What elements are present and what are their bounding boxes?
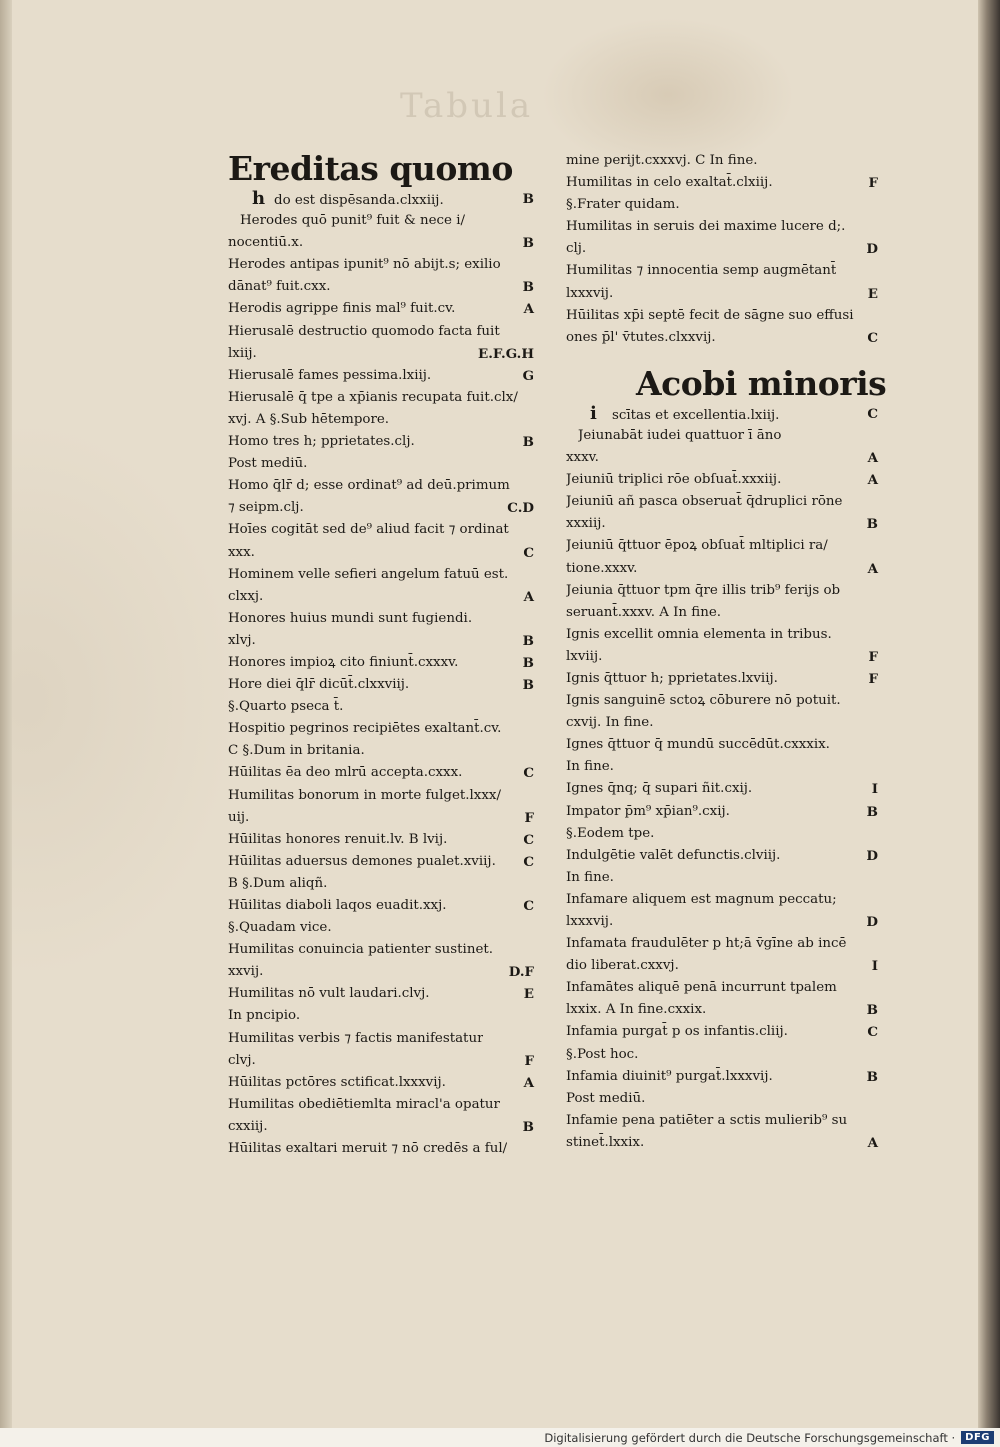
- index-entry: [566, 327, 884, 349]
- entry-ref: C.D: [507, 500, 534, 517]
- index-entry: [566, 867, 884, 889]
- index-entry: [228, 254, 540, 276]
- entry-ref: [878, 977, 884, 999]
- index-entry: [566, 801, 884, 823]
- entry-text: Jeiuniū añ pasca obseruat̄ q̄druplici rōne: [566, 494, 843, 510]
- entry-ref: [534, 1005, 540, 1027]
- index-entry: [228, 785, 540, 807]
- entry-ref: [878, 150, 884, 172]
- entry-text: lxxxvij.: [566, 914, 614, 929]
- entry-ref: B: [866, 1068, 878, 1085]
- entry-text: Hierusalē fames pessima.lxiij.: [228, 367, 432, 383]
- entry-ref: F: [524, 1052, 534, 1069]
- entry-ref: A: [867, 450, 878, 467]
- index-entry: [566, 558, 884, 580]
- entry-text: Hierusalē q̄ tpe a xp̄ianis recupata fuit.clx/: [228, 389, 518, 405]
- index-entry: [228, 232, 540, 254]
- entry-text: In fine.: [566, 869, 614, 885]
- entry-ref: B: [522, 654, 534, 671]
- entry-ref: [534, 210, 540, 232]
- entry-text: ones p̄l' v̄tutes.clxxvij.: [566, 329, 716, 345]
- entry-text: Hūilitas aduersus demones pualet.xviij.: [228, 853, 496, 869]
- entry-ref: [534, 939, 540, 961]
- entry-ref: I: [871, 781, 878, 798]
- page-right-edge: [978, 0, 1000, 1428]
- entry-text: Ignis excellit omnia elementa in tribus.: [566, 626, 832, 642]
- entry-text: Ignes q̄ttuor q̄ mundū succēdūt.cxxxix.: [566, 737, 830, 753]
- index-entry: [566, 977, 884, 999]
- right-heading-cont-text: scītas et excellentia.lxiij.: [612, 407, 780, 423]
- index-entry: [228, 542, 540, 564]
- index-entry: [566, 425, 884, 447]
- index-entry: [228, 321, 540, 343]
- entry-ref: [878, 1044, 884, 1066]
- entry-text: ⁊ seipm.clj.: [228, 500, 304, 516]
- right-column: [566, 150, 887, 1154]
- entry-ref: C: [523, 853, 534, 870]
- entry-text: §.Frater quidam.: [566, 197, 680, 213]
- entry-ref: [878, 933, 884, 955]
- index-entry: [228, 1072, 540, 1094]
- index-entry: [228, 519, 540, 541]
- index-entry: [566, 1088, 884, 1110]
- entry-ref: [534, 608, 540, 630]
- entry-text: Hūilitas diaboli laqos euadit.xxj.: [228, 898, 447, 913]
- entry-text: In pncipio.: [228, 1008, 301, 1024]
- entry-ref: B: [866, 516, 878, 533]
- index-entry: [566, 955, 884, 977]
- index-entry: [566, 668, 884, 690]
- entry-ref: [878, 535, 884, 557]
- index-entry: [228, 762, 540, 784]
- entry-text: cxxiij.: [228, 1118, 268, 1134]
- entry-ref: [878, 712, 884, 734]
- entry-ref: A: [523, 588, 534, 605]
- left-initial: h: [252, 188, 266, 209]
- entry-ref: [534, 519, 540, 541]
- entry-text: Hūilitas exaltari meruit ⁊ nō credēs a ful/: [228, 1141, 508, 1157]
- entry-text: Humilitas ⁊ innocentia semp augmētant̄: [566, 263, 837, 279]
- index-entry: [566, 1110, 884, 1132]
- index-entry: [566, 778, 884, 800]
- index-entry: [228, 696, 540, 718]
- entry-text: Hospitio pegrinos recipiētes exaltant̄.cv.: [228, 721, 502, 737]
- index-entry: [566, 1021, 884, 1043]
- entry-text: §.Post hoc.: [566, 1046, 639, 1062]
- index-entry: [566, 447, 884, 469]
- index-entry: [228, 961, 540, 983]
- index-entry: [228, 630, 540, 652]
- entry-ref: B: [522, 677, 534, 694]
- entry-ref: [534, 873, 540, 895]
- left-heading-cont-text: do est dispēsanda.clxxiij.: [274, 193, 444, 208]
- entry-text: Hūilitas ēa deo mlrū accepta.cxxx.: [228, 765, 463, 781]
- entry-ref: [534, 475, 540, 497]
- entry-text: lxxix. A In fine.cxxix.: [566, 1002, 707, 1018]
- index-entry: [228, 475, 540, 497]
- right-heading-cont-ref: C: [867, 405, 878, 422]
- entry-ref: F: [524, 809, 534, 826]
- index-entry: [566, 712, 884, 734]
- index-entry: [566, 602, 884, 624]
- index-entry: [228, 409, 540, 431]
- entry-ref: D: [866, 847, 878, 864]
- entry-text: Impator p̄m⁹ xp̄ian⁹.cxij.: [566, 803, 730, 819]
- entry-ref: [878, 580, 884, 602]
- entry-ref: [534, 409, 540, 431]
- entry-text: Hūilitas honores renuit.lv. B lvij.: [228, 831, 448, 847]
- entry-ref: [878, 216, 884, 238]
- entry-ref: A: [867, 1134, 878, 1151]
- index-entry: [566, 845, 884, 867]
- footer-bar: [0, 1428, 1000, 1447]
- index-entry: [228, 873, 540, 895]
- entry-text: In fine.: [566, 759, 614, 775]
- index-entry: [228, 983, 540, 1005]
- entry-ref: [534, 564, 540, 586]
- index-entry: [566, 1066, 884, 1088]
- entry-ref: [534, 718, 540, 740]
- entry-ref: [878, 1110, 884, 1132]
- entry-text: Infamia diuinit⁹ purgat̄.lxxxvij.: [566, 1068, 773, 1084]
- index-entry: [566, 260, 884, 282]
- entry-text: Hūilitas pctōres sctificat.lxxxvij.: [228, 1074, 446, 1090]
- index-entry: [566, 646, 884, 668]
- entry-text: C §.Dum in britania.: [228, 743, 365, 759]
- entry-ref: D: [866, 241, 878, 258]
- entry-ref: C: [523, 898, 534, 914]
- index-entry: [228, 564, 540, 586]
- entry-ref: [878, 624, 884, 646]
- right-entries-top: [566, 150, 884, 349]
- entry-text: §.Eodem tpe.: [566, 825, 655, 841]
- entry-text: §.Quadam vice.: [228, 920, 332, 936]
- entry-ref: B: [522, 434, 534, 451]
- entry-text: Hierusalē destructio quomodo facta fuit: [228, 323, 500, 339]
- entry-text: cxvij. In fine.: [566, 715, 654, 731]
- entry-text: xxx.: [228, 544, 255, 560]
- index-entry: [566, 933, 884, 955]
- entry-ref: B: [522, 1118, 534, 1135]
- entry-ref: [534, 254, 540, 276]
- index-entry: [566, 238, 884, 260]
- entry-text: clvj.: [228, 1052, 256, 1068]
- entry-text: Infamia purgat̄ p os infantis.cliij.: [566, 1024, 788, 1040]
- entry-ref: [878, 1088, 884, 1110]
- index-entry: [228, 652, 540, 674]
- index-entry: [566, 1044, 884, 1066]
- index-entry: [228, 917, 540, 939]
- entry-ref: A: [523, 301, 534, 318]
- entry-ref: I: [871, 958, 878, 975]
- entry-text: Jeiunabāt iudei quattuor ī āno: [578, 427, 782, 443]
- entry-ref: [878, 602, 884, 624]
- entry-text: nocentiū.x.: [228, 235, 304, 251]
- entry-text: Homo tres h; pprietates.clj.: [228, 434, 415, 450]
- entry-text: Hore diei q̄lr̄ dicūt̄.clxxviij.: [228, 677, 410, 693]
- index-entry: [228, 586, 540, 608]
- footer-text: Digitalisierung gefördert durch die Deutsche Forschungsgemeinschaft ·: [544, 1430, 956, 1445]
- entry-text: clxxj.: [228, 588, 264, 604]
- entry-text: Jeiuniū q̄ttuor ēpoꝝ obſuat̄ mltiplici ra/: [566, 538, 828, 554]
- entry-ref: A: [867, 560, 878, 577]
- index-entry: [566, 194, 884, 216]
- entry-text: Herodes quō punit⁹ fuit & nece i/: [240, 213, 466, 229]
- entry-ref: [534, 321, 540, 343]
- entry-ref: C: [523, 831, 534, 848]
- entry-ref: [534, 917, 540, 939]
- index-entry: [566, 756, 884, 778]
- entry-ref: [878, 491, 884, 513]
- entry-ref: [878, 756, 884, 778]
- entry-text: Homo q̄lr̄ d; esse ordinat⁹ ad deū.primum: [228, 478, 510, 494]
- entry-ref: F: [868, 648, 878, 665]
- entry-text: Indulgētie valēt defunctis.clviij.: [566, 847, 781, 863]
- left-heading-continuation: [228, 188, 540, 210]
- entry-ref: [534, 1094, 540, 1116]
- index-entry: [566, 734, 884, 756]
- index-entry: [566, 216, 884, 238]
- index-entry: [566, 823, 884, 845]
- index-entry: [566, 889, 884, 911]
- index-entry: [228, 276, 540, 298]
- entry-text: Hūilitas xp̄i septē fecit de sāgne suo effusi: [566, 307, 854, 323]
- entry-text: Honores impioꝝ cito finiunt̄.cxxxv.: [228, 654, 459, 670]
- index-entry: [566, 513, 884, 535]
- entry-text: Humilitas obediētiemlta miracl'a opatur: [228, 1096, 500, 1112]
- entry-ref: E.F.G.H: [478, 345, 534, 362]
- entry-text: Ignis sanguinē sctoꝝ cōburere nō potuit.: [566, 693, 841, 709]
- index-entry: [228, 1005, 540, 1027]
- entry-text: Infamātes aliquē penā incurrunt tpalem: [566, 980, 837, 996]
- entry-text: uij.: [228, 809, 250, 825]
- index-entry: [566, 305, 884, 327]
- index-entry: [228, 851, 540, 873]
- entry-ref: B: [522, 235, 534, 252]
- index-entry: [228, 431, 540, 453]
- entry-text: xxvij.: [228, 964, 264, 980]
- entry-ref: B: [866, 1002, 878, 1019]
- entry-text: Herodes antipas ipunit⁹ nō abijt.s; exilio: [228, 257, 501, 273]
- left-column: [228, 150, 540, 1160]
- entry-text: Post mediū.: [228, 456, 308, 472]
- entry-text: xvj. A §.Sub hētempore.: [228, 411, 390, 427]
- entry-text: stinet̄.lxxix.: [566, 1134, 645, 1150]
- index-entry: [566, 283, 884, 305]
- entry-ref: C: [523, 544, 534, 561]
- entry-ref: [878, 305, 884, 327]
- right-heading-continuation: [566, 403, 884, 425]
- entry-text: Infamare aliquem est magnum peccatu;: [566, 891, 837, 907]
- index-entry: [228, 895, 540, 917]
- entry-text: Hoīes cogitāt sed de⁹ aliud facit ⁊ ordinat: [228, 522, 509, 538]
- index-entry: [228, 387, 540, 409]
- index-entry: [566, 1132, 884, 1154]
- entry-ref: D: [866, 914, 878, 930]
- entry-ref: [534, 740, 540, 762]
- entry-text: Infamata fraudulēter p ht;ā v̄gīne ab incē: [566, 936, 847, 952]
- entry-text: seruant̄.xxxv. A In fine.: [566, 604, 722, 620]
- bleed-through-text: Tabula: [400, 86, 534, 126]
- entry-ref: E: [867, 285, 878, 302]
- right-initial: i: [590, 402, 597, 424]
- entry-ref: C: [867, 1024, 878, 1041]
- entry-ref: [878, 889, 884, 911]
- index-entry: [228, 210, 540, 232]
- index-entry: [228, 674, 540, 696]
- index-entry: [228, 1050, 540, 1072]
- index-entry: [566, 469, 884, 491]
- entry-text: Post mediū.: [566, 1090, 646, 1106]
- entry-ref: [878, 194, 884, 216]
- entry-ref: [878, 734, 884, 756]
- index-entry: [228, 1138, 540, 1160]
- entry-ref: [534, 387, 540, 409]
- index-entry: [566, 580, 884, 602]
- index-entry: [228, 829, 540, 851]
- entry-text: Ignes q̄nq; q̄ supari ñit.cxij.: [566, 781, 753, 797]
- entry-ref: [878, 260, 884, 282]
- index-entry: [228, 343, 540, 365]
- index-entry: [566, 150, 884, 172]
- entry-text: Hominem velle sefieri angelum fatuū est.: [228, 566, 509, 582]
- index-entry: [228, 740, 540, 762]
- left-entries: [228, 210, 540, 1160]
- entry-text: Humilitas in celo exaltat̄.clxiij.: [566, 175, 773, 191]
- entry-ref: E: [523, 986, 534, 1003]
- index-entry: [228, 939, 540, 961]
- entry-ref: [534, 696, 540, 718]
- entry-text: dio liberat.cxxvj.: [566, 958, 679, 974]
- index-entry: [566, 491, 884, 513]
- entry-text: Infamie pena patiēter a sctis mulierib⁹ su: [566, 1112, 848, 1128]
- entry-ref: D.F: [508, 964, 534, 981]
- index-entry: [566, 911, 884, 933]
- index-entry: [566, 535, 884, 557]
- entry-ref: [878, 690, 884, 712]
- entry-ref: F: [868, 670, 878, 687]
- index-entry: [228, 1116, 540, 1138]
- right-heading: Acobi minoris: [636, 363, 887, 403]
- entry-text: lxxxvij.: [566, 285, 614, 301]
- entry-text: mine perijt.cxxxvj. C In fine.: [566, 153, 758, 168]
- left-heading-cont-ref: B: [522, 191, 534, 207]
- entry-ref: B: [522, 279, 534, 296]
- entry-ref: C: [523, 765, 534, 782]
- entry-text: Herodis agrippe finis mal⁹ fuit.cv.: [228, 301, 456, 317]
- index-entry: [228, 807, 540, 829]
- entry-text: Humilitas verbis ⁊ factis manifestatur: [228, 1030, 484, 1046]
- entry-ref: [534, 1138, 540, 1160]
- entry-ref: A: [867, 472, 878, 489]
- entry-text: Humilitas in seruis dei maxime lucere d;.: [566, 219, 846, 235]
- entry-text: Jeiuniū triplici rōe obſuat̄.xxxiij.: [566, 472, 782, 488]
- left-heading: Ereditas quomo: [228, 149, 513, 188]
- entry-text: lxviij.: [566, 648, 603, 664]
- entry-text: xxxv.: [566, 450, 599, 466]
- entry-text: Humilitas nō vult laudari.clvj.: [228, 986, 430, 1002]
- entry-ref: B: [522, 632, 534, 649]
- entry-ref: [534, 1028, 540, 1050]
- entry-text: Honores huius mundi sunt fugiendi.: [228, 610, 473, 626]
- dfg-logo[interactable]: DFG: [961, 1431, 994, 1444]
- index-entry: [228, 365, 540, 387]
- entry-ref: G: [522, 367, 534, 384]
- entry-ref: [878, 823, 884, 845]
- entry-text: Ignis q̄ttuor h; pprietates.lxviij.: [566, 670, 778, 686]
- entry-text: xxxiij.: [566, 516, 606, 532]
- entry-ref: F: [868, 175, 878, 192]
- index-entry: [566, 690, 884, 712]
- entry-ref: [534, 785, 540, 807]
- entry-text: xlvj.: [228, 632, 256, 648]
- index-entry: [228, 718, 540, 740]
- entry-text: clj.: [566, 241, 587, 257]
- index-entry: [228, 497, 540, 519]
- index-entry: [228, 453, 540, 475]
- entry-ref: B: [866, 803, 878, 820]
- entry-text: Humilitas conuincia patienter sustinet.: [228, 942, 494, 958]
- index-entry: [228, 1094, 540, 1116]
- entry-text: lxiij.: [228, 345, 257, 361]
- index-entry: [566, 624, 884, 646]
- index-entry: [228, 1028, 540, 1050]
- entry-ref: [878, 425, 884, 447]
- right-entries: [566, 425, 884, 1154]
- entry-text: tione.xxxv.: [566, 560, 638, 576]
- page-left-edge: [0, 0, 12, 1428]
- entry-text: Jeiunia q̄ttuor tpm q̄re illis trib⁹ ferijs ob: [566, 582, 841, 598]
- entry-ref: C: [867, 329, 878, 346]
- entry-text: dānat⁹ fuit.cxx.: [228, 279, 331, 295]
- entry-ref: [878, 867, 884, 889]
- index-entry: [566, 999, 884, 1021]
- entry-ref: [534, 453, 540, 475]
- entry-text: Humilitas bonorum in morte fulget.lxxx/: [228, 787, 501, 803]
- entry-text: §.Quarto pseca t̄.: [228, 699, 344, 715]
- index-entry: [228, 608, 540, 630]
- index-entry: [566, 172, 884, 194]
- index-entry: [228, 298, 540, 320]
- entry-ref: A: [523, 1074, 534, 1091]
- entry-text: B §.Dum aliqñ.: [228, 875, 328, 891]
